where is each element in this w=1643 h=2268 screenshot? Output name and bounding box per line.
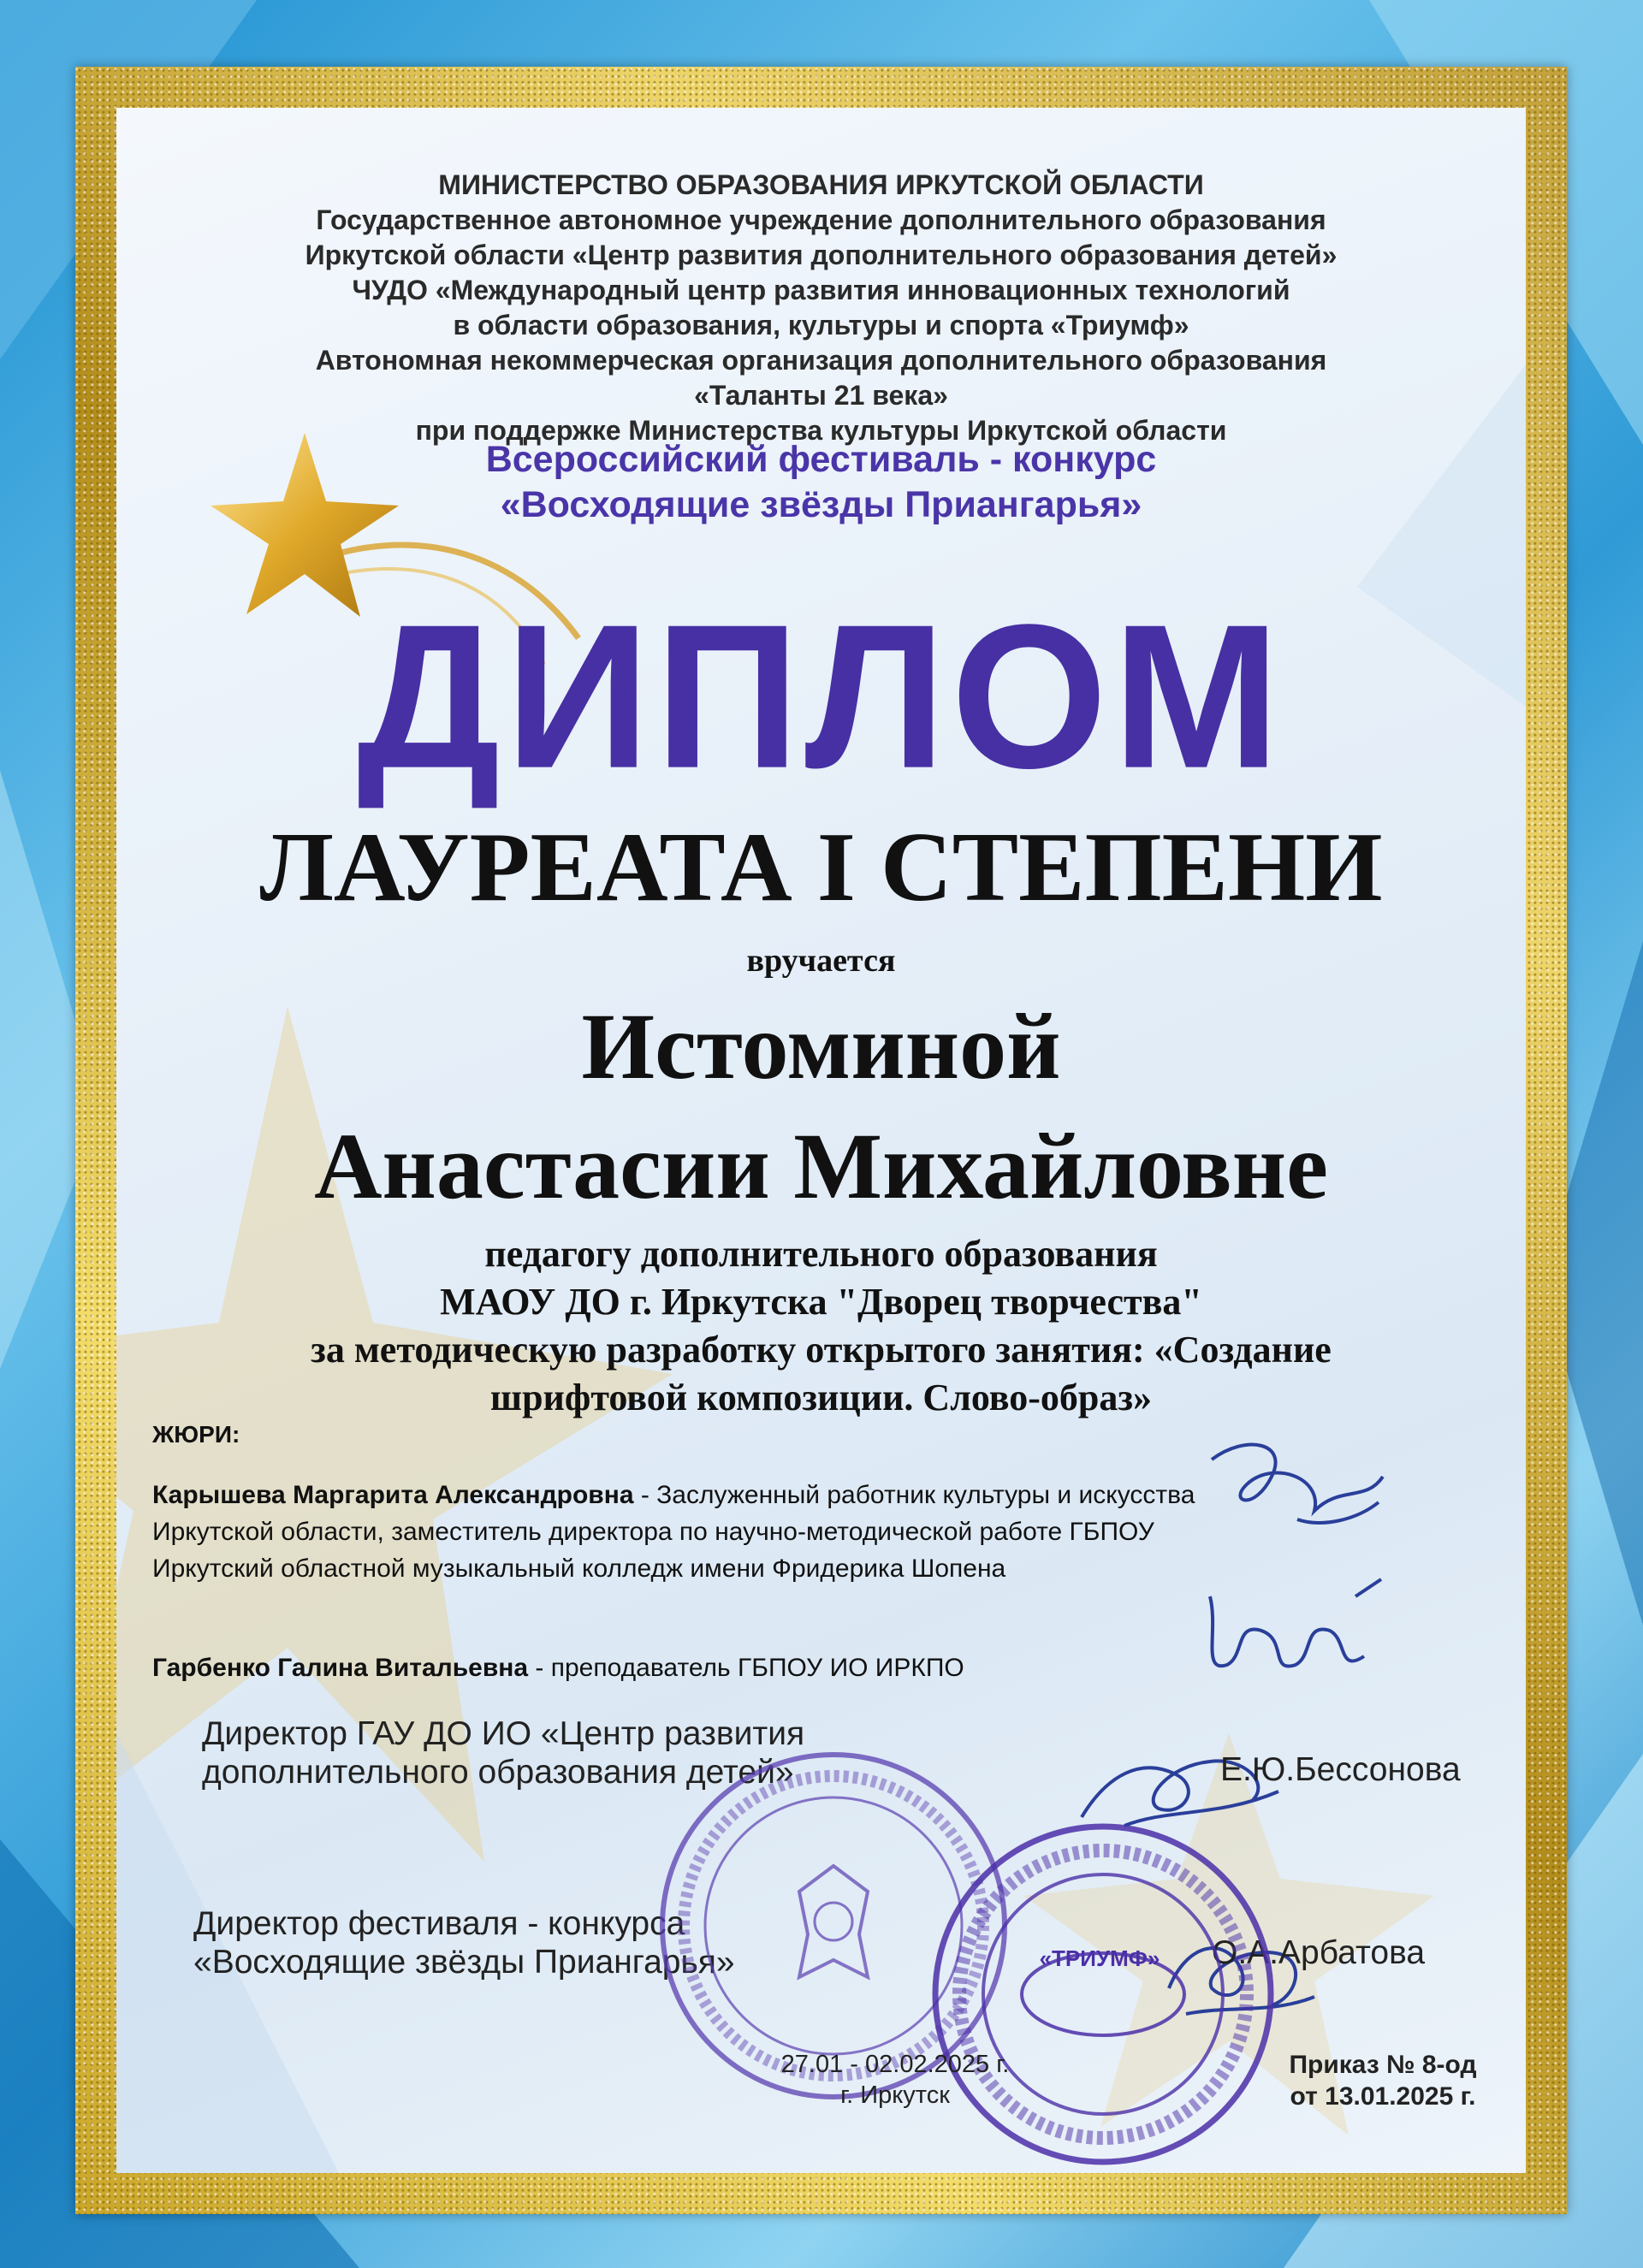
director-title-line: Директор ГАУ ДО ИО «Центр развития [202, 1715, 805, 1752]
header-line: «Таланты 21 века» [694, 380, 948, 411]
order-date: от 13.01.2025 г. [1290, 2082, 1476, 2111]
description-line: педагогу дополнительного образования [484, 1233, 1158, 1275]
header-line: при поддержке Министерства культуры Иркутской области [415, 415, 1227, 446]
signature-icon [1184, 1562, 1390, 1691]
diploma-title: ДИПЛОМ [357, 581, 1285, 811]
director-title-line: дополнительного образования детей» [202, 1754, 794, 1791]
recipient-given-names: Анастасии Михайловне [314, 1114, 1328, 1218]
order-reference [1237, 2049, 1526, 2112]
recipient-surname: Истоминой [581, 994, 1061, 1098]
description-line: шрифтовой композиции. Слово-образ» [489, 1377, 1153, 1418]
description-line: за методическую разработку открытого занятия: «Создание [311, 1329, 1332, 1371]
gold-glitter-frame [75, 67, 1567, 2214]
festival-line-2: «Восходящие звёзды Приангарья» [500, 484, 1142, 525]
director-title-line: «Восходящие звёзды Приангарья» [193, 1944, 735, 1981]
header-line: МИНИСТЕРСТВО ОБРАЗОВАНИЯ ИРКУТСКОЙ ОБЛАСТИ [438, 169, 1204, 200]
director-title-line: Директор фестиваля - конкурса [193, 1905, 685, 1942]
jury-member-name: Карышева Маргарита Александровна [152, 1481, 634, 1509]
header-line: ЧУДО «Международный центр развития инновационных технологий [352, 275, 1290, 305]
signature-icon [1195, 1425, 1391, 1554]
jury-member-name: Гарбенко Галина Витальевна [152, 1654, 529, 1682]
event-city: г. Иркутск [840, 2081, 950, 2109]
jury-member-role: - преподаватель ГБПОУ ИО ИРКПО [528, 1654, 964, 1682]
order-number: Приказ № 8-од [1289, 2051, 1477, 2079]
header-line: Иркутской области «Центр развития дополнительного образования детей» [305, 240, 1338, 270]
director-name: О.А.Арбатова [1212, 1934, 1426, 1971]
triumph-seal-label: «ТРИУМФ» [1039, 1945, 1160, 1971]
header-line: Автономная некоммерческая организация дополнительного образования [315, 345, 1327, 376]
jury-member [152, 1649, 1248, 1686]
diploma-panel [116, 108, 1526, 2173]
jury-member [152, 1477, 1248, 1587]
director-name: Е.Ю.Бессонова [1220, 1751, 1461, 1788]
event-period: 27.01 - 02.02.2025 г. [780, 2051, 1010, 2078]
event-dates [741, 2049, 1049, 2111]
laureate-degree: ЛАУРЕАТА I СТЕПЕНИ [259, 813, 1383, 922]
recipient-description [116, 1230, 1526, 1422]
festival-title [116, 437, 1526, 528]
header-line: в области образования, культуры и спорта «Триумф» [453, 310, 1189, 340]
jury-member-role: - Заслуженный работник культуры и искусства Иркутской области, заместитель директора по научно-методической работе ГБПОУ Иркутский областной музыкальный колледж имени Фридерика Шопена [152, 1481, 1195, 1583]
header-line: Государственное автономное учреждение дополнительного образования [316, 204, 1326, 235]
triumph-seal-icon [928, 1819, 1278, 2170]
issuer-header [116, 168, 1526, 448]
awarded-label: вручается [746, 943, 896, 979]
festival-line-1: Всероссийский фестиваль - конкурс [485, 439, 1157, 480]
jury-title: ЖЮРИ: [152, 1421, 240, 1448]
description-line: МАОУ ДО г. Иркутска "Дворец творчества" [440, 1281, 1202, 1323]
